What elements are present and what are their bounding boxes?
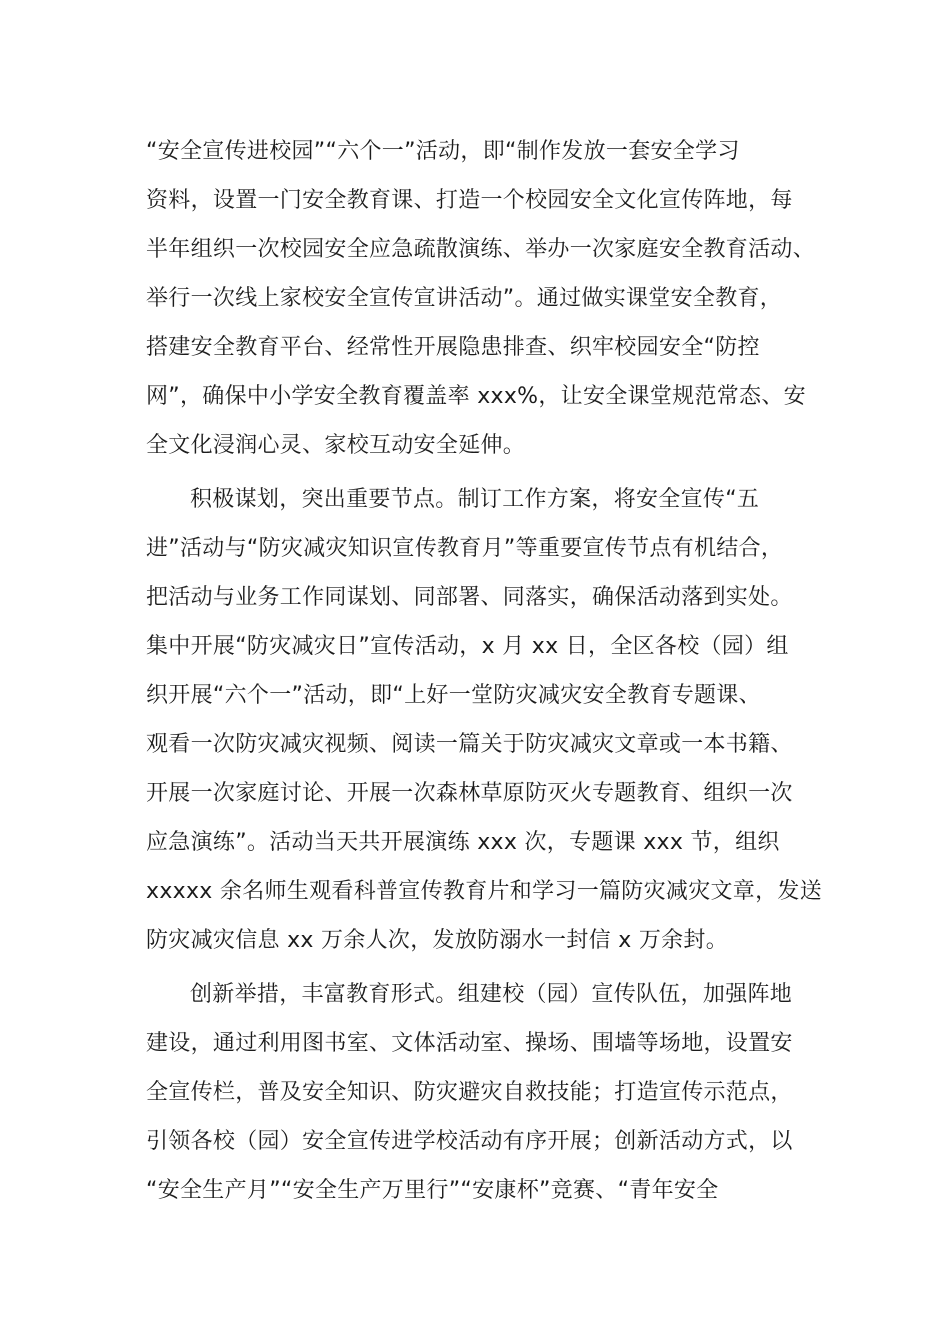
text-line-18: 创新举措，丰富教育形式。组建校（园）宣传队伍，加强阵地	[190, 982, 793, 1007]
text-line-19: 建设，通过利用图书室、文体活动室、操场、围墙等场地，设置安	[146, 1031, 793, 1056]
text-line-6: 网”，确保中小学安全教育覆盖率 xxx%，让安全课堂规范常态、安	[146, 384, 806, 409]
text-line-5: 搭建安全教育平台、经常性开展隐患排查、织牢校园安全“防控	[146, 335, 760, 360]
text-line-20: 全宣传栏，普及安全知识、防灾避灾自救技能；打造宣传示范点，	[146, 1080, 793, 1105]
text-line-4: 举行一次线上家校安全宣传宣讲活动”。通过做实课堂安全教育，	[146, 286, 783, 311]
text-line-11: 集中开展“防灾减灾日”宣传活动，x 月 xx 日，全区各校（园）组	[146, 634, 789, 659]
text-line-1: “安全宣传进校园”“六个一”活动，即“制作发放一套安全学习	[146, 139, 740, 164]
text-line-22: “安全生产月”“安全生产万里行”“安康杯”竞赛、“青年安全	[146, 1178, 719, 1203]
text-line-10: 把活动与业务工作同谋划、同部署、同落实，确保活动落到实处。	[146, 585, 793, 610]
text-line-12: 织开展“六个一”活动，即“上好一堂防灾减灾安全教育专题课、	[146, 683, 761, 708]
text-line-13: 观看一次防灾减灾视频、阅读一篇关于防灾减灾文章或一本书籍、	[146, 732, 793, 757]
text-line-15: 应急演练”。活动当天共开展演练 xxx 次，专题课 xxx 节，组织	[146, 830, 780, 855]
text-line-17: 防灾减灾信息 xx 万余人次，发放防溺水一封信 x 万余封。	[146, 928, 729, 953]
text-line-16: xxxxx 余名师生观看科普宣传教育片和学习一篇防灾减灾文章，发送	[146, 879, 822, 904]
text-line-21: 引领各校（园）安全宣传进学校活动有序开展；创新活动方式，以	[146, 1129, 793, 1154]
text-line-8: 积极谋划，突出重要节点。制订工作方案，将安全宣传“五	[190, 487, 760, 512]
text-line-7: 全文化浸润心灵、家校互动安全延伸。	[146, 433, 526, 458]
text-line-3: 半年组织一次校园安全应急疏散演练、举办一次家庭安全教育活动、	[146, 237, 816, 262]
text-line-9: 进”活动与“防灾减灾知识宣传教育月”等重要宣传节点有机结合，	[146, 536, 784, 561]
text-line-2: 资料，设置一门安全教育课、打造一个校园安全文化宣传阵地，每	[146, 188, 793, 213]
text-line-14: 开展一次家庭讨论、开展一次森林草原防灭火专题教育、组织一次	[146, 781, 793, 806]
